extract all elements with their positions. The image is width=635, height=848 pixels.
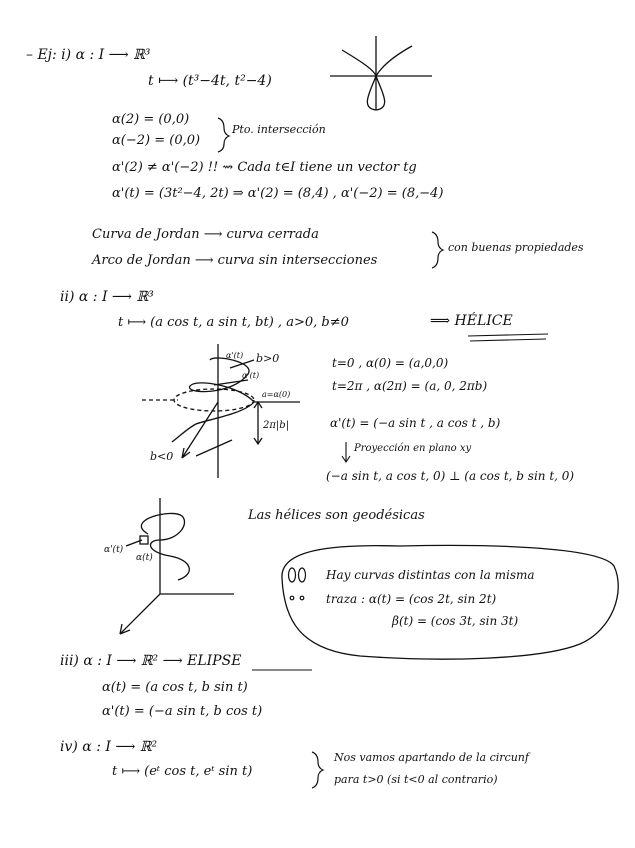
ej1-derivative: α'(t) = (3t²−4, 2t) ⇒ α'(2) = (8,4) , α'(−2) = (8,−4) (112, 186, 444, 201)
ej2-geodesic: Las hélices son geodésicas (248, 508, 425, 523)
ej1-intersection-label: Pto. intersección (232, 123, 326, 136)
helix-label-aprime-2: α'(t) (242, 371, 260, 380)
ej3-alpha: α(t) = (a cos t, b sin t) (102, 680, 248, 695)
ej1-tangent-note: α'(2) ≠ α'(−2) !! ⇝ Cada t∈I tiene un vector tg (112, 160, 417, 175)
helix-label-bneg: b<0 (150, 450, 174, 463)
helix-b-arrow (196, 440, 232, 456)
fig-small-helix (120, 498, 234, 634)
small-label-at: α(t) (136, 553, 153, 563)
ej1-param: t ⟼ (t³−4t, t²−4) (148, 73, 272, 89)
jordan-arc: Arco de Jordan ⟶ curva sin intersecciones (92, 253, 378, 268)
box-line2: traza : α(t) = (cos 2t, sin 2t) (326, 592, 497, 606)
small-spiral (141, 513, 189, 580)
ej2-projection: Proyección en plano xy (354, 443, 472, 454)
ej2-helice: ⟹ HÉLICE (430, 313, 513, 329)
ej4-param: t ⟼ (eᵗ cos t, eᵗ sin t) (112, 764, 253, 779)
jordan-curve: Curva de Jordan ⟶ curva cerrada (92, 227, 319, 242)
box-line1: Hay curvas distintas con la misma (326, 568, 535, 582)
box-line3: β(t) = (cos 3t, sin 3t) (392, 614, 519, 628)
ej1-heading: – Ej: i) α : I ⟶ ℝ³ (26, 47, 151, 63)
helix-label-2pib: 2π|b| (263, 420, 290, 431)
small-label-aprime: α'(t) (104, 545, 124, 555)
helix-label-aprime-1: α'(t) (226, 351, 244, 360)
small-axis-diag (120, 594, 160, 634)
ej2-t2pi: t=2π , α(2π) = (a, 0, 2πb) (332, 379, 488, 393)
ej3-derivative: α'(t) = (−a sin t, b cos t) (102, 704, 263, 719)
brace-ej1 (218, 118, 229, 152)
ej2-derivative: α'(t) = (−a sin t , a cos t , b) (330, 416, 501, 430)
ej4-note1: Nos vamos apartando de la circunf (334, 751, 529, 764)
helix-label-bpos: b>0 (256, 352, 280, 365)
fig-curve-crossing (330, 36, 432, 110)
ej1-alpha2: α(2) = (0,0) (112, 112, 190, 127)
brace-jordan (432, 232, 443, 268)
jordan-properties: con buenas propiedades (448, 241, 584, 254)
helice-underline (468, 334, 548, 341)
ej4-heading: iv) α : I ⟶ ℝ² (60, 739, 158, 755)
proj-arrow (342, 442, 350, 462)
helix-tangent-mid (214, 380, 248, 385)
ej4-note2: para t>0 (si t<0 al contrario) (334, 773, 498, 786)
ej3-heading: iii) α : I ⟶ ℝ² ⟶ ELIPSE (60, 653, 242, 669)
ej2-perp: (−a sin t, a cos t, 0) ⊥ (a cos t, b sin t, 0) (326, 469, 575, 483)
fig1-curve (342, 46, 412, 110)
helix-tangent-top (230, 360, 254, 368)
ej2-param: t ⟼ (a cos t, a sin t, bt) , a>0, b≠0 (118, 315, 349, 330)
box-symbols (289, 568, 306, 600)
ej1-alpha-minus2: α(−2) = (0,0) (112, 133, 201, 148)
ej2-heading: ii) α : I ⟶ ℝ³ (60, 289, 154, 305)
ej2-t0: t=0 , α(0) = (a,0,0) (332, 356, 449, 370)
brace-ej4 (312, 752, 323, 788)
helix-label-a0: a=α(0) (262, 390, 291, 399)
